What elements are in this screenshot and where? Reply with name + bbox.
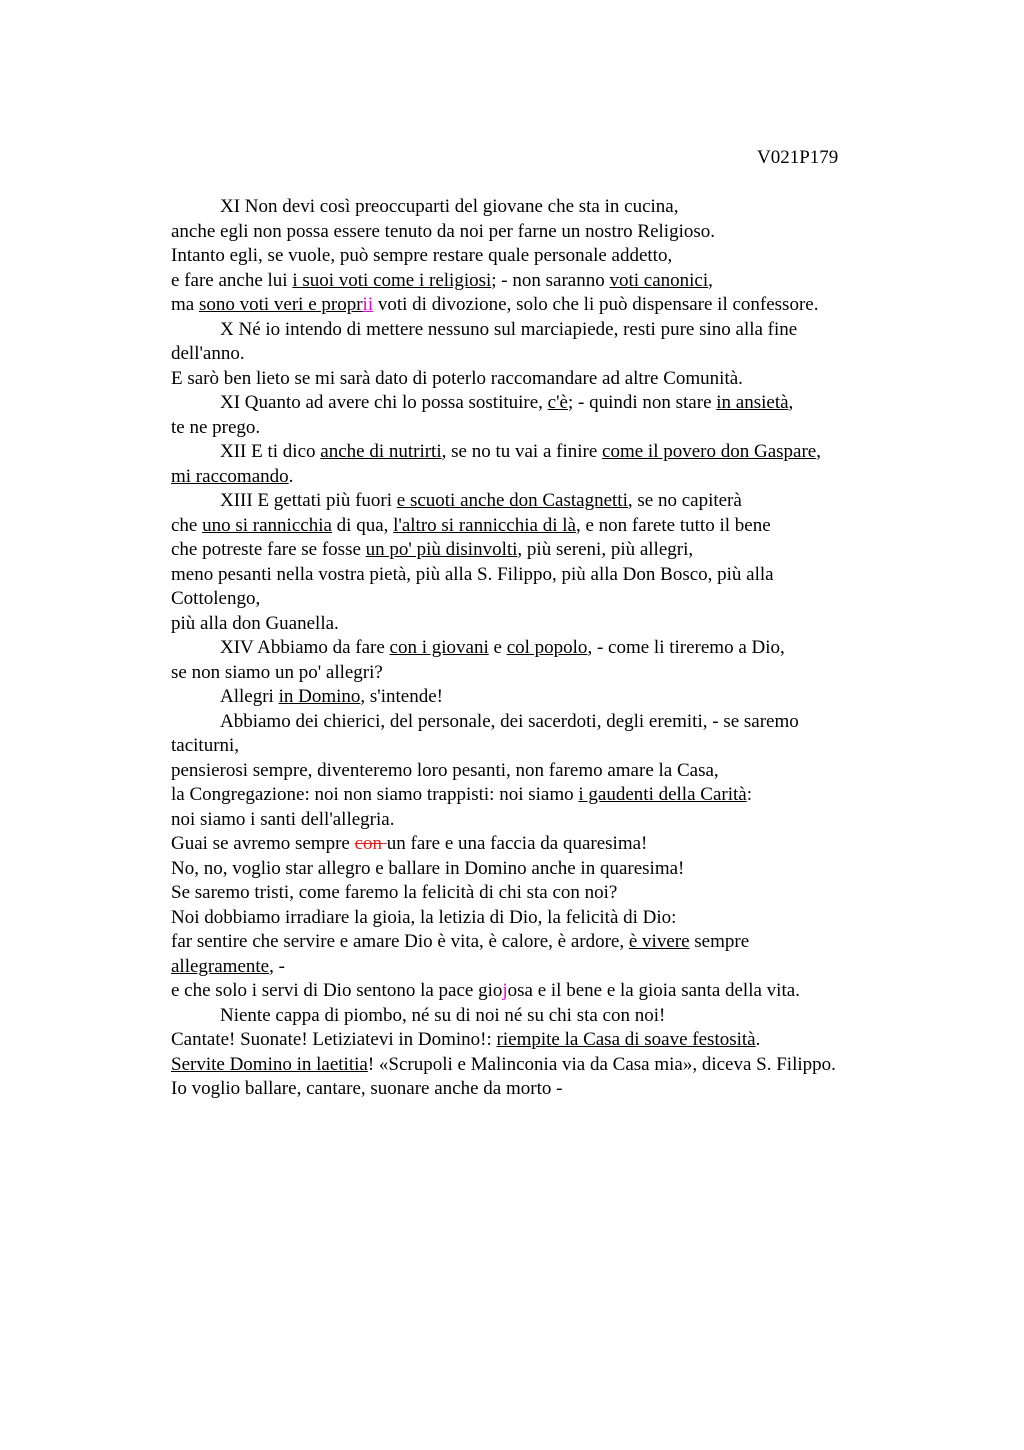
text-line <box>171 367 911 392</box>
text-segment: noi siamo i santi dell'allegria. <box>171 808 395 830</box>
text-segment: ; - quindi non stare <box>567 392 717 413</box>
text-segment: X Né io intendo di mettere nessuno sul marciapiede, resti pure sino alla fine <box>220 318 798 340</box>
text-line <box>171 563 911 588</box>
text-segment: allegramente <box>171 955 270 977</box>
text-segment: sono voti veri e propr <box>198 294 363 315</box>
text-segment: , se no capiterà <box>627 490 742 511</box>
text-line <box>171 979 911 1004</box>
text-line <box>171 269 911 294</box>
text-line <box>171 391 911 416</box>
text-line <box>171 440 911 465</box>
text-line <box>171 514 911 539</box>
text-line <box>171 220 911 245</box>
text-segment: XI Non devi così preoccuparti del giovane che sta in cucina, <box>220 196 679 217</box>
text-segment: ma <box>171 294 199 315</box>
text-segment: j <box>502 980 508 1001</box>
text-line <box>171 293 911 318</box>
text-segment: come il povero don Gaspare <box>602 441 817 462</box>
text-line <box>171 1077 911 1102</box>
text-segment: sempre <box>689 931 750 952</box>
text-segment: No, no, voglio star allegro e ballare in Domino anche in quaresima! <box>171 857 685 879</box>
text-segment: uno si rannicchia <box>202 514 332 536</box>
text-segment: ! «Scrupoli e Malinconia via da Casa mia», diceva S. Filippo. <box>367 1053 836 1075</box>
text-segment: E sarò ben lieto se mi sarà dato di poterlo raccomandare ad altre Comunità. <box>171 367 743 389</box>
text-line <box>171 1004 911 1029</box>
text-segment: che potreste fare se fosse <box>171 539 366 560</box>
text-line <box>171 661 911 686</box>
text-segment: in Domino <box>278 686 361 707</box>
text-segment: : <box>746 784 752 805</box>
text-line <box>171 489 911 514</box>
text-segment: osa e il bene e la gioia santa della vita. <box>507 980 800 1001</box>
text-segment: è vivere <box>628 931 690 952</box>
text-segment: Allegri <box>220 686 279 707</box>
text-line <box>171 710 911 735</box>
text-line <box>171 318 911 343</box>
text-segment: voti di divozione, solo che li può dispensare il confessore. <box>373 294 819 315</box>
text-segment: in ansietà <box>716 392 789 413</box>
text-line <box>171 465 911 490</box>
text-segment: con i giovani <box>389 637 489 658</box>
text-segment: taciturni, <box>171 735 240 756</box>
text-segment: Abbiamo dei chierici, del personale, dei sacerdoti, degli eremiti, - se saremo <box>220 710 799 732</box>
text-segment: c'è <box>547 392 568 413</box>
text-line <box>171 538 911 563</box>
text-line <box>171 930 911 955</box>
text-line <box>171 734 911 759</box>
text-segment: , più sereni, più allegri, <box>517 539 694 560</box>
text-segment: anche di nutrirti <box>320 441 442 462</box>
text-line <box>171 881 911 906</box>
text-line <box>171 685 911 710</box>
text-segment: XIII E gettati più fuori <box>220 490 397 511</box>
text-line <box>171 832 911 857</box>
text-segment: un po' più disinvolti <box>365 539 518 560</box>
text-segment: Guai se avremo sempre <box>171 833 355 854</box>
text-segment: Cantate! Suonate! Letiziatevi in Domino!: <box>171 1029 497 1050</box>
letter-body <box>171 195 911 1102</box>
text-segment: ; - non saranno <box>491 269 610 291</box>
text-line <box>171 1028 911 1053</box>
text-segment: , <box>816 441 821 462</box>
text-segment: Se saremo tristi, come faremo la felicità di chi sta con noi? <box>171 882 618 903</box>
text-segment: , - come li tireremo a Dio, <box>587 637 785 658</box>
text-segment: Noi dobbiamo irradiare la gioia, la letizia di Dio, la felicità di Dio: <box>171 906 677 928</box>
text-segment: , s'intende! <box>360 686 443 707</box>
text-segment: Intanto egli, se vuole, può sempre restare quale personale addetto, <box>171 245 673 266</box>
text-segment: , <box>788 392 794 413</box>
text-segment: meno pesanti nella vostra pietà, più alla S. Filippo, più alla Don Bosco, più alla <box>171 563 774 585</box>
text-segment: . <box>755 1029 761 1050</box>
text-segment: , e non farete tutto il bene <box>575 514 771 536</box>
text-line <box>171 759 911 784</box>
text-segment: dell'anno. <box>171 343 245 364</box>
text-segment: la Congregazione: noi non siamo trappisti: noi siamo <box>171 784 579 805</box>
text-segment: Niente cappa di piombo, né su di noi né su chi sta con noi! <box>220 1004 666 1026</box>
text-segment: i suoi voti come i religiosi <box>292 269 492 291</box>
text-segment: , se no tu vai a finire <box>441 441 603 462</box>
text-segment: l'altro si rannicchia di là <box>393 514 576 536</box>
text-line <box>171 195 911 220</box>
text-segment: mi raccomando <box>171 465 289 487</box>
text-segment: , <box>708 269 713 291</box>
text-segment: XII E ti dico <box>220 441 321 462</box>
text-segment: far sentire che servire e amare Dio è vita, è calore, è ardore, <box>171 931 629 952</box>
text-segment: e fare anche lui <box>171 269 293 291</box>
text-segment: . <box>288 465 294 487</box>
text-line <box>171 612 911 637</box>
text-segment: , - <box>269 955 285 977</box>
text-line <box>171 857 911 882</box>
text-line <box>171 783 911 808</box>
text-line <box>171 906 911 931</box>
text-segment: e che solo i servi di Dio sentono la pace gio <box>171 980 503 1001</box>
text-segment: e <box>488 637 507 658</box>
text-line <box>171 416 911 441</box>
text-line <box>171 244 911 269</box>
text-segment: anche egli non possa essere tenuto da noi per farne un nostro Religioso. <box>171 220 715 242</box>
text-line <box>171 587 911 612</box>
text-segment: XI Quanto ad avere chi lo possa sostituire, <box>220 392 548 413</box>
text-segment: pensierosi sempre, diventeremo loro pesanti, non faremo amare la Casa, <box>171 759 719 781</box>
text-line <box>171 955 911 980</box>
text-segment: ii <box>362 294 374 315</box>
text-segment: che <box>171 514 203 536</box>
text-segment: di qua, <box>331 514 394 536</box>
text-line <box>171 1053 911 1078</box>
text-segment: con <box>354 833 387 854</box>
text-segment: Servite Domino in laetitia <box>171 1053 368 1075</box>
text-segment: un fare e una faccia da quaresima! <box>386 833 648 854</box>
text-segment: voti canonici <box>609 269 709 291</box>
text-line <box>171 342 911 367</box>
text-segment: se non siamo un po' allegri? <box>171 661 383 683</box>
page-identifier: V021P179 <box>757 147 839 168</box>
text-segment: i gaudenti della Carità <box>578 784 747 805</box>
text-segment: te ne prego. <box>171 416 261 438</box>
text-line <box>171 636 911 661</box>
text-segment: Io voglio ballare, cantare, suonare anche da morto - <box>171 1078 563 1099</box>
text-line <box>171 808 911 833</box>
text-segment: XIV Abbiamo da fare <box>220 637 390 658</box>
text-segment: Cottolengo, <box>171 588 261 609</box>
text-segment: riempite la Casa di soave festosità <box>496 1029 756 1050</box>
text-segment: e scuoti anche don Castagnetti <box>396 490 628 511</box>
text-segment: col popolo <box>506 637 588 658</box>
text-segment: più alla don Guanella. <box>171 612 339 634</box>
